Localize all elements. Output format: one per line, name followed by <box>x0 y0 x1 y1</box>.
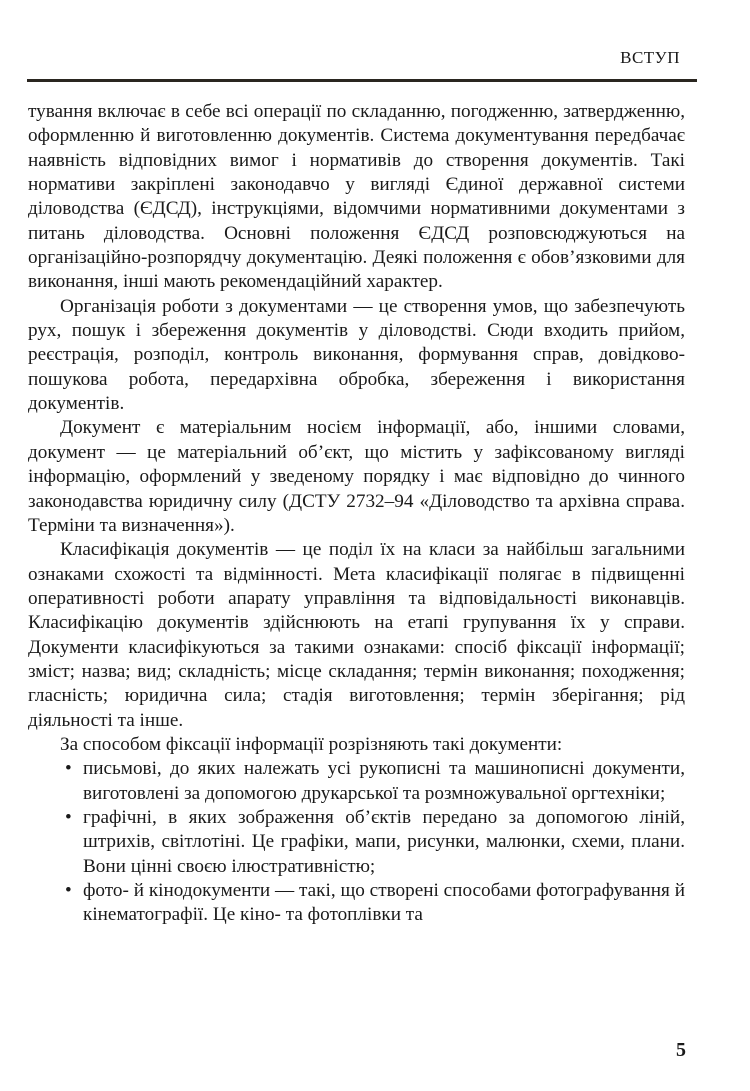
bullet-icon: • <box>65 758 72 780</box>
bullet-icon: • <box>65 806 72 828</box>
list-item-photo-film <box>28 879 685 928</box>
running-head: ВСТУП <box>620 48 680 67</box>
header-rule <box>27 79 697 82</box>
paragraph-continuation: тування включає в себе всі операції по складанню, погодженню, затвердженню, оформленню й виготовленню документів. Система документування передбачає наявність відповідних вимог і нормативів до створення документів. Такі нормативи закріплені законодавчо у вигляді Єдиної державної системи діловодства (ЄДСД), інструкціями, відомчими нормативними документами з питань діловодства. Основні положення ЄДСД розповсюджуються на організаційно-розпорядчу документацію. Деякі положення є обов’язковими для виконання, інші мають рекомендаційний характер. <box>28 101 685 293</box>
page-number: 5 <box>676 1039 686 1061</box>
list-item-text: письмові, до яких належать усі рукописні та машинописні документи, виготовлені за допомогою друкарської та розмножувальної оргтехніки; <box>83 758 685 804</box>
paragraph-document-definition: Документ є матеріальним носієм інформації, або, іншими словами, документ — це матеріальний об’єкт, що містить у зафіксованому вигляді інформацію, оформлений у зведеному порядку і має відповідно до чинного законодавства юридичну силу (ДСТУ 2732–94 «Діловодство та архівна справа. Терміни та визначення»). <box>28 417 685 536</box>
list-item-written <box>28 757 685 806</box>
paragraph-document-management: Організація роботи з документами — це створення умов, що забезпечують рух, пошук і збереження документів у діловодстві. Сюди входить прийом, реєстрація, розподіл, контроль виконання, формування справ, довідково-пошукова робота, передархівна обробка, збереження і використання документів. <box>28 295 685 415</box>
body-text <box>28 100 685 928</box>
list-item-graphic <box>28 806 685 879</box>
paragraph-list-intro: За способом фіксації інформації розрізняють такі документи: <box>60 733 563 755</box>
bullet-icon: • <box>65 880 72 901</box>
list-item-text: графічні, в яких зображення об’єктів передано за допомогою ліній, штрихів, світлотіні. Це графіки, мапи, рисунки, малюнки, схеми, плани. Вони цінні своєю ілюстративністю; <box>83 806 685 877</box>
paragraph-classification: Класифікація документів — це поділ їх на класи за найбільш загальними ознаками схожості та відмінності. Мета класифікації полягає в підвищенні оперативності роботи апарату управління та відповідальності виконавців. Класифікацію документів здійснюють на етапі групування їх у справи. Документи класифікуються за такими ознаками: спосіб фіксації інформації; зміст; назва; вид; складність; місце складання; термін виконання; походження; гласність; юридична сила; стадія виготовлення; термін зберігання; рід діяльності та інше. <box>28 539 685 731</box>
document-types-list <box>28 757 685 927</box>
list-item-text: фото- й кінодокументи — такі, що створені способами фотографування й кінематографії. Це кіно- та фотоплівки та <box>83 880 685 926</box>
